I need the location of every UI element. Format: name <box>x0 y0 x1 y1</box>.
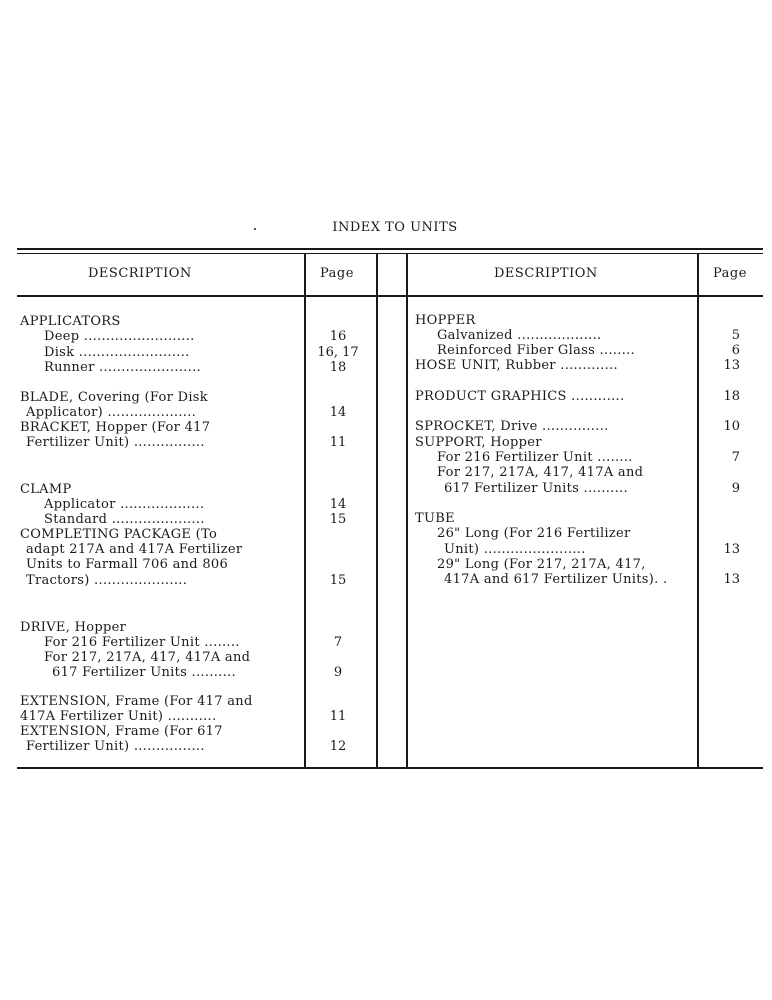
index-page: 14 <box>329 405 347 420</box>
index-entry: 617 Fertilizer Units .......... <box>52 665 236 680</box>
index-entry: 417A and 617 Fertilizer Units). . <box>444 572 668 587</box>
index-entry: APPLICATORS <box>20 314 121 329</box>
stray-dot <box>254 228 256 230</box>
index-entry: BLADE, Covering (For Disk <box>20 390 208 405</box>
index-entry: Standard ..................... <box>44 512 205 527</box>
index-entry: Unit) ....................... <box>444 542 586 557</box>
index-entry: For 217, 217A, 417, 417A and <box>437 465 644 480</box>
page-title: INDEX TO UNITS <box>332 220 458 235</box>
index-page: 11 <box>329 435 347 450</box>
index-entry: Units to Farmall 706 and 806 <box>26 557 229 572</box>
index-page: 9 <box>333 665 343 680</box>
bottom-rule <box>17 767 763 769</box>
header-left-description: DESCRIPTION <box>88 266 192 281</box>
index-page: 13 <box>723 358 740 373</box>
index-page: 7 <box>333 635 343 650</box>
index-entry: Galvanized ................... <box>437 328 602 343</box>
index-entry: 26" Long (For 216 Fertilizer <box>437 526 631 541</box>
index-entry: HOPPER <box>415 313 476 328</box>
index-page: 16 <box>329 329 347 344</box>
index-page: 6 <box>731 343 740 358</box>
header-rule <box>17 295 763 297</box>
index-entry: Applicator ................... <box>44 497 205 512</box>
index-entry: 617 Fertilizer Units .......... <box>444 481 628 496</box>
index-page: 14 <box>329 497 347 512</box>
index-entry: EXTENSION, Frame (For 417 and <box>20 694 253 709</box>
index-entry: Disk ......................... <box>44 345 190 360</box>
index-entry: 29" Long (For 217, 217A, 417, <box>437 557 646 572</box>
index-page: 15 <box>329 573 347 588</box>
index-entry: TUBE <box>415 511 455 526</box>
index-entry: For 217, 217A, 417, 417A and <box>44 650 251 665</box>
index-entry: BRACKET, Hopper (For 417 <box>20 420 211 435</box>
index-page: 15 <box>329 512 347 527</box>
index-entry: For 216 Fertilizer Unit ........ <box>437 450 633 465</box>
column-divider-gutter-right <box>406 253 408 768</box>
index-page: 18 <box>329 360 347 375</box>
index-page: 16, 17 <box>317 345 359 360</box>
header-right-description: DESCRIPTION <box>494 266 598 281</box>
index-entry: EXTENSION, Frame (For 617 <box>20 724 223 739</box>
index-entry: CLAMP <box>20 482 72 497</box>
index-page: 18 <box>723 389 740 404</box>
index-entry: SPROCKET, Drive ............... <box>415 419 609 434</box>
header-left-page: Page <box>320 266 354 281</box>
index-page: 5 <box>731 328 740 343</box>
index-entry: 417A Fertilizer Unit) ........... <box>20 709 217 724</box>
index-entry: Reinforced Fiber Glass ........ <box>437 343 635 358</box>
top-rule-thin <box>17 253 763 254</box>
index-page: 13 <box>723 542 740 557</box>
index-page: 10 <box>723 419 740 434</box>
index-page: 7 <box>731 450 740 465</box>
index-entry: Deep ......................... <box>44 329 195 344</box>
index-entry: COMPLETING PACKAGE (To <box>20 527 218 542</box>
index-page: 12 <box>329 739 347 754</box>
index-entry: PRODUCT GRAPHICS ............ <box>415 389 625 404</box>
index-page: 13 <box>723 572 740 587</box>
index-page: 11 <box>329 709 347 724</box>
column-divider-gutter-left <box>376 253 378 768</box>
index-entry: Applicator) .................... <box>26 405 197 420</box>
index-entry: Fertilizer Unit) ................ <box>26 739 205 754</box>
index-entry: Fertilizer Unit) ................ <box>26 435 205 450</box>
index-page: 9 <box>731 481 740 496</box>
header-right-page: Page <box>713 266 747 281</box>
index-entry: Runner ....................... <box>44 360 201 375</box>
index-entry: HOSE UNIT, Rubber ............. <box>415 358 618 373</box>
index-entry: Tractors) ..................... <box>26 573 188 588</box>
index-entry: For 216 Fertilizer Unit ........ <box>44 635 240 650</box>
top-rule-thick <box>17 248 763 250</box>
column-divider-right-page <box>697 253 699 768</box>
index-entry: DRIVE, Hopper <box>20 620 127 635</box>
index-entry: adapt 217A and 417A Fertilizer <box>26 542 243 557</box>
index-entry: SUPPORT, Hopper <box>415 435 542 450</box>
column-divider-left-page <box>304 253 306 768</box>
